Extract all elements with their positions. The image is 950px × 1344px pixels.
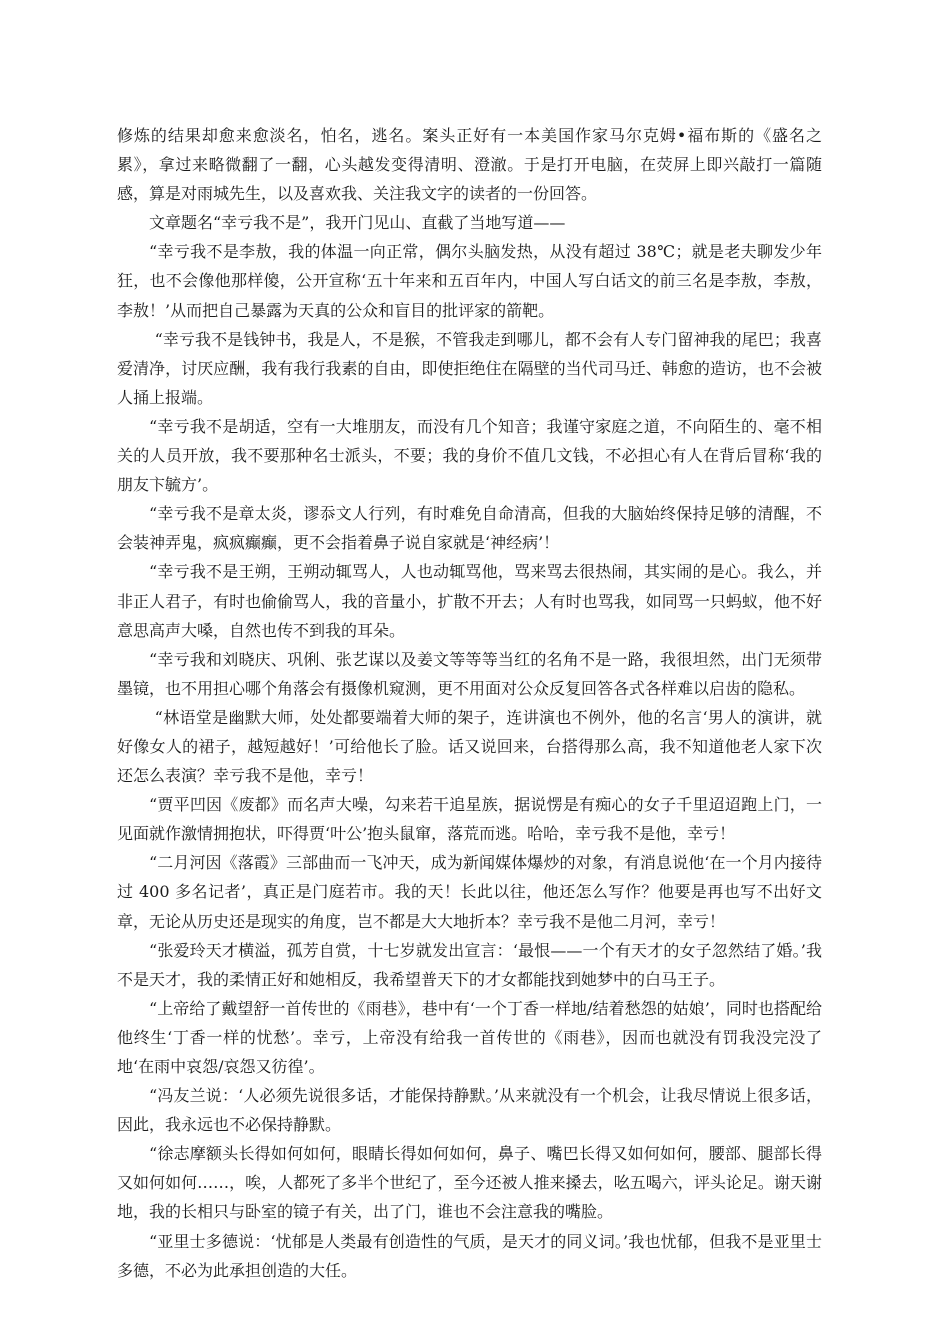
paragraph-14: “冯友兰说：‘人必须先说很多话，才能保持静默。’从来就没有一个机会，让我尽情说上很多话，因此，我永远也不必保持静默。	[117, 1086, 822, 1135]
paragraph-16: “亚里士多德说：‘忧郁是人类最有创造性的气质，是天才的同义词。’我也忧郁，但我不是亚里士多德，不必为此承担创造的大任。	[117, 1231, 822, 1280]
paragraph-8: “幸亏我和刘晓庆、巩俐、张艺谋以及姜文等等等当红的名角不是一路，我很坦然，出门无须带墨镜，也不用担心哪个角落会有摄像机窥测，更不用面对公众反复回答各式各样难以启齿的隐私。	[117, 649, 822, 698]
paragraph-13: “上帝给了戴望舒一首传世的《雨巷》，巷中有‘一个丁香一样地/结着愁怨的姑娘’，同时也搭配给他终生‘丁香一样的忧愁’。幸亏，上帝没有给我一首传世的《雨巷》，因而也就没有罚我没完没了地‘在雨中哀怨/哀怨又彷徨’。	[117, 998, 822, 1076]
paragraph-2: 文章题名“幸亏我不是”，我开门见山、直截了当地写道——	[149, 213, 566, 233]
paragraph-1: 修炼的结果却愈来愈淡名，怕名，逃名。案头正好有一本美国作家马尔克姆•福布斯的《盛名之累》，拿过来略微翻了一翻，心头越发变得清明、澄澈。于是打开电脑，在荧屏上即兴敲打一篇随感，算是对雨城先生，以及喜欢我、关注我文字的读者的一份回答。	[117, 126, 822, 204]
paragraph-15: “徐志摩额头长得如何如何，眼睛长得如何如何，鼻子、嘴巴长得又如何如何，腰部、腿部长得又如何如何……，唉，人都死了多半个世纪了，至今还被人推来搡去，吆五喝六，评头论足。谢天谢地，我的长相只与卧室的镜子有关，出了门，谁也不会注意我的嘴脸。	[117, 1144, 822, 1222]
paragraph-7: “幸亏我不是王朔，王朔动辄骂人，人也动辄骂他，骂来骂去很热闹，其实闹的是心。我么，并非正人君子，有时也偷偷骂人，我的音量小，扩散不开去；人有时也骂我，如同骂一只蚂蚁，他不好意思高声大嗓，自然也传不到我的耳朵。	[117, 562, 822, 640]
paragraph-4: “幸亏我不是钱钟书，我是人，不是猴，不管我走到哪儿，都不会有人专门留神我的尾巴；我喜爱清净，讨厌应酬，我有我行我素的自由，即使拒绝住在隔壁的当代司马迁、韩愈的造访，也不会被人捅上报端。	[117, 329, 822, 407]
paragraph-11: “二月河因《落霞》三部曲而一飞冲天，成为新闻媒体爆炒的对象，有消息说他‘在一个月内接待过 400 多名记者’，真正是门庭若市。我的天！长此以往，他还怎么写作？他要是再也写不出好文章，无论从历史还是现实的角度，岂不都是大大地折本？幸亏我不是他二月河，幸亏！	[117, 853, 822, 931]
document-page	[117, 121, 822, 1285]
paragraph-10: “贾平凹因《废都》而名声大噪，勾来若干追星族，据说愣是有痴心的女子千里迢迢跑上门，一见面就作激情拥抱状，吓得贾‘叶公’抱头鼠窜，落荒而逃。哈哈，幸亏我不是他，幸亏！	[117, 795, 822, 844]
paragraph-5: “幸亏我不是胡适，空有一大堆朋友，而没有几个知音；我谨守家庭之道，不向陌生的、毫不相关的人员开放，我不要那种名士派头，不要；我的身价不值几文钱，不必担心有人在背后冒称‘我的朋友卞毓方’。	[117, 416, 822, 495]
paragraph-3: “幸亏我不是李敖，我的体温一向正常，偶尔头脑发热，从没有超过 38℃；就是老夫聊发少年狂，也不会像他那样傻，公开宣称‘五十年来和五百年内，中国人写白话文的前三名是李敖，李敖，李敖！’从而把自己暴露为天真的公众和盲目的批评家的箭靶。	[117, 242, 822, 320]
paragraph-12: “张爱玲天才横溢，孤芳自赏，十七岁就发出宣言：‘最恨——一个有天才的女子忽然结了婚。’我不是天才，我的柔情正好和她相反，我希望普天下的才女都能找到她梦中的白马王子。	[117, 940, 822, 989]
paragraph-9: “林语堂是幽默大师，处处都要端着大师的架子，连讲演也不例外，他的名言‘男人的演讲，就好像女人的裙子，越短越好！’可给他长了脸。话又说回来，台搭得那么高，我不知道他老人家下次还怎么表演？幸亏我不是他，幸亏！	[117, 707, 822, 786]
paragraph-6: “幸亏我不是章太炎，谬忝文人行列，有时难免自命清高，但我的大脑始终保持足够的清醒，不会装神弄鬼，疯疯癫癫，更不会指着鼻子说自家就是‘神经病’！	[117, 504, 822, 553]
